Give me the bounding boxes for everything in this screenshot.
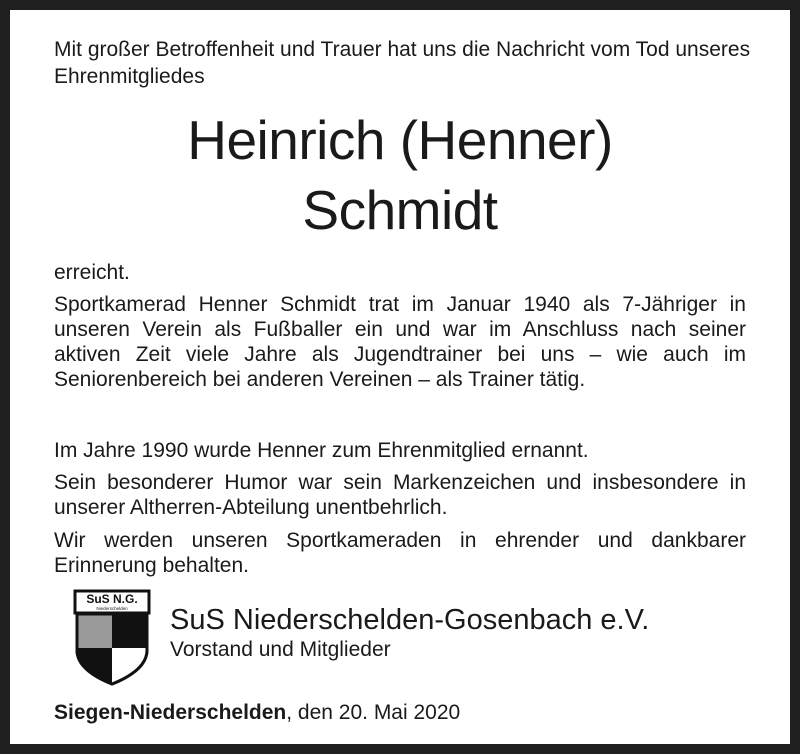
paragraph-humor: Sein besonderer Humor war sein Markenzeichen und insbesondere in unserer Altherren-Abteilung unentbehrlich.	[54, 471, 746, 519]
crest-title: SuS N.G.	[86, 592, 138, 606]
paragraph-honorary: Im Jahre 1990 wurde Henner zum Ehrenmitglied ernannt.	[54, 439, 589, 462]
crest-subtitle: Niederschelden	[96, 606, 128, 611]
deceased-name-line1: Heinrich (Henner)	[187, 109, 613, 171]
organization-subtitle: Vorstand und Mitglieder	[170, 638, 391, 661]
club-crest-icon	[72, 588, 152, 686]
footer-place: Siegen-Niederschelden	[54, 701, 287, 724]
paragraph-reached: erreicht.	[54, 261, 130, 284]
intro-text: Mit großer Betroffenheit und Trauer hat uns die Nachricht vom Tod unseres Ehrenmitgliedes	[54, 38, 751, 88]
paragraph-biography: Sportkamerad Henner Schmidt trat im Januar 1940 als 7-Jähriger in unseren Verein als Fußballer ein und war im Anschluss nach seiner aktiven Zeit viele Jahre als Jugendtrainer bei uns – wie auch im Seniorenbereich bei anderen Vereinen – als Trainer tätig.	[54, 293, 746, 391]
organization-name: SuS Niederschelden-Gosenbach e.V.	[170, 604, 650, 636]
deceased-name-line2: Schmidt	[302, 179, 498, 241]
paragraph-remembrance: Wir werden unseren Sportkameraden in ehrender und dankbarer Erinnerung behalten.	[54, 529, 746, 577]
footer-date: , den 20. Mai 2020	[286, 701, 461, 724]
footer-place-date	[54, 700, 460, 726]
